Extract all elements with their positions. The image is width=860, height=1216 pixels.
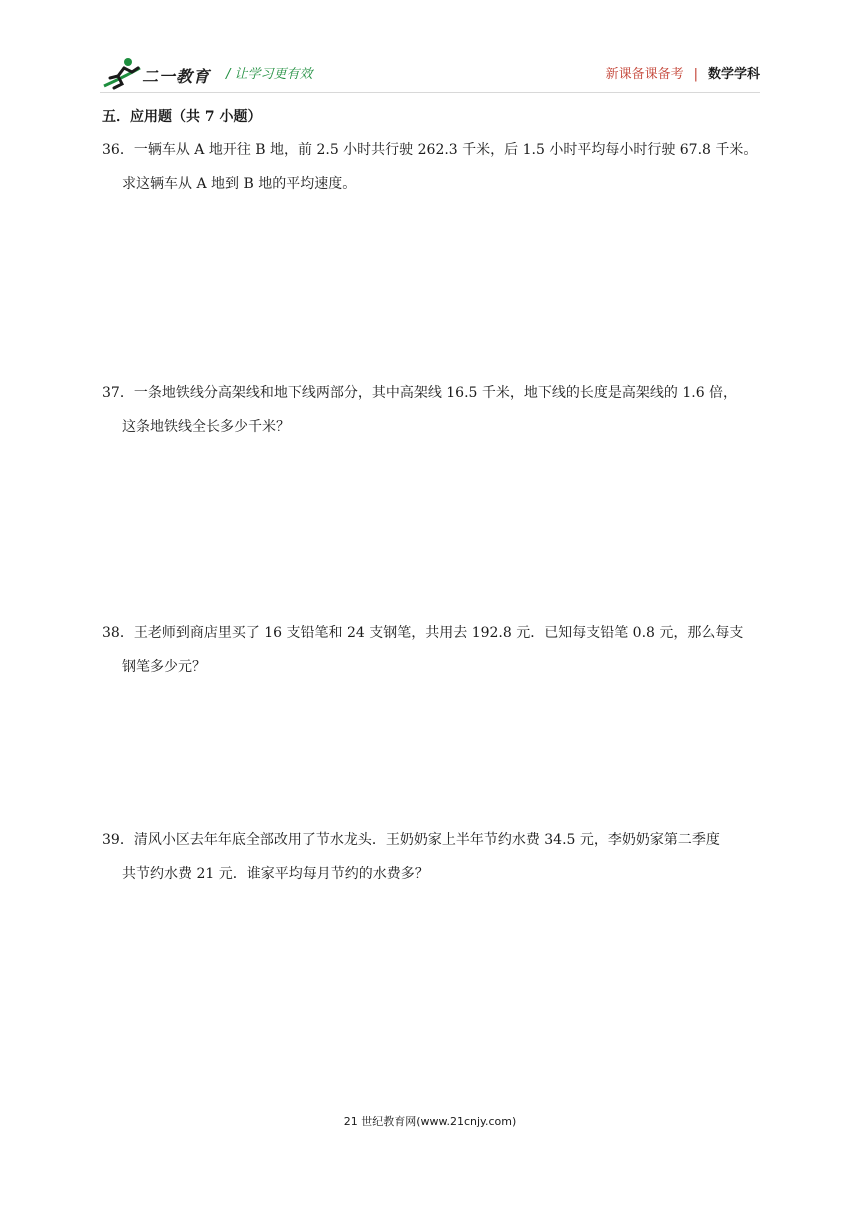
question-line: 钢笔多少元？ [122, 659, 206, 675]
header-separator: | [693, 67, 698, 82]
question-line: 这条地铁线全长多少千米？ [122, 419, 290, 435]
header-subject [606, 63, 760, 82]
header-divider [100, 92, 760, 93]
question-37 [102, 376, 762, 444]
question-36 [102, 133, 762, 201]
question-line: 共节约水费 21 元．谁家平均每月节约的水费多？ [122, 866, 429, 882]
question-38 [102, 616, 762, 684]
header-course: 新课备课备考 [605, 67, 684, 82]
page-header [0, 0, 860, 100]
page-footer: 21 世纪教育网(www.21cnjy.com) [343, 1115, 517, 1128]
logo-text: 二一教育 [142, 67, 211, 86]
question-line: 37．一条地铁线分高架线和地下线两部分，其中高架线 16.5 千米，地下线的长度是高架线的 1.6 倍， [102, 385, 738, 401]
question-line: 39．清风小区去年年底全部改用了节水龙头．王奶奶家上半年节约水费 34.5 元，李奶奶家第二季度 [102, 832, 720, 848]
section-title: 五．应用题（共 7 小题） [102, 109, 262, 125]
question-line: 36．一辆车从 A 地开往 B 地，前 2.5 小时共行驶 262.3 千米，后 1.5 小时平均每小时行驶 67.8 千米。 [102, 142, 758, 158]
slogan: / 让学习更有效 [226, 67, 313, 82]
question-line: 求这辆车从 A 地到 B 地的平均速度。 [122, 176, 357, 192]
header-subject-name: 数学学科 [707, 67, 760, 82]
question-line: 38．王老师到商店里买了 16 支铅笔和 24 支钢笔，共用去 192.8 元．已知每支铅笔 0.8 元，那么每支 [102, 625, 744, 641]
question-39 [102, 823, 762, 891]
